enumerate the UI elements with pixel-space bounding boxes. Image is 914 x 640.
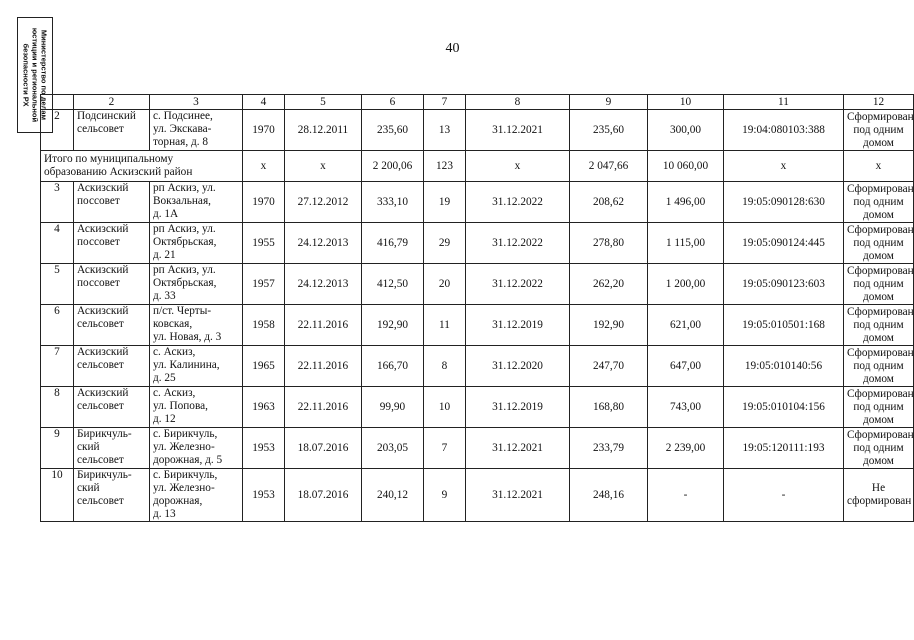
- cell-line: с. Аскиз,: [153, 387, 196, 399]
- year-cell: 1970: [243, 182, 285, 223]
- deadline-cell: 31.12.2020: [466, 346, 570, 387]
- cell-line: домом: [863, 331, 894, 344]
- year-cell: 1970: [243, 110, 285, 151]
- cell-line: ул. Железно-: [153, 441, 215, 453]
- header-cell: 6: [362, 95, 424, 110]
- area-cell: 203,05: [362, 428, 424, 469]
- header-cell-1: [41, 95, 74, 110]
- cell-line: Сформирован: [847, 346, 914, 359]
- land-area-cell: 647,00: [648, 346, 724, 387]
- area-cell: 412,50: [362, 264, 424, 305]
- header-cell: 8: [466, 95, 570, 110]
- cell-line: Вокзальная,: [153, 195, 211, 207]
- column-number-row: [41, 95, 914, 110]
- cell-line: дорожная,: [153, 495, 203, 507]
- cell-line: Сформирован: [847, 223, 914, 236]
- header-cell: 11: [724, 95, 844, 110]
- row-number: 3: [41, 182, 74, 223]
- cell-line: под одним: [853, 195, 904, 208]
- address-cell: [150, 182, 243, 223]
- area-cell: 235,60: [362, 110, 424, 151]
- settlement-cell: [74, 387, 150, 428]
- area2-cell: 233,79: [570, 428, 648, 469]
- cell-line: ул. Железно-: [153, 482, 215, 494]
- recognized-cell: 22.11.2016: [285, 387, 362, 428]
- cell-line: Сформирован: [847, 428, 914, 441]
- land-area-cell: 621,00: [648, 305, 724, 346]
- cell-line: с. Подсинее,: [153, 110, 213, 122]
- address-cell: [150, 110, 243, 151]
- deadline-cell: 31.12.2022: [466, 223, 570, 264]
- header-cell: 2: [74, 95, 150, 110]
- cell-line: домом: [863, 413, 894, 426]
- cell-line: с. Бирикчуль,: [153, 428, 218, 440]
- address-cell: [150, 264, 243, 305]
- status-cell: [844, 387, 914, 428]
- cadastral-cell: 19:05:090124:445: [724, 223, 844, 264]
- cell-line: сельсовет: [77, 454, 124, 466]
- area2-cell: 262,20: [570, 264, 648, 305]
- cell-line: ский: [77, 441, 100, 453]
- row-number: 8: [41, 387, 74, 428]
- cell-line: Аскизский: [77, 305, 129, 317]
- land-area-cell: 743,00: [648, 387, 724, 428]
- table-row: [41, 387, 914, 428]
- total-row: [41, 151, 914, 182]
- table-row: [41, 264, 914, 305]
- settlement-cell: [74, 182, 150, 223]
- deadline-cell: 31.12.2021: [466, 428, 570, 469]
- cell-line: сельсовет: [77, 400, 124, 412]
- cell-line: поссовет: [77, 277, 120, 289]
- status-cell: [844, 264, 914, 305]
- cadastral-cell: 19:05:010501:168: [724, 305, 844, 346]
- land-area-cell: 1 200,00: [648, 264, 724, 305]
- deadline-cell: 31.12.2022: [466, 264, 570, 305]
- residents-cell: 11: [424, 305, 466, 346]
- settlement-cell: [74, 264, 150, 305]
- address-cell: [150, 469, 243, 522]
- header-cell: 5: [285, 95, 362, 110]
- area-cell: 240,12: [362, 469, 424, 522]
- cell-line: д. 33: [153, 290, 176, 302]
- status-cell: [844, 305, 914, 346]
- residents-cell: 10: [424, 387, 466, 428]
- deadline-cell: 31.12.2019: [466, 387, 570, 428]
- residents-cell: 7: [424, 428, 466, 469]
- total-area2: 2 047,66: [570, 151, 648, 182]
- cell-line: под одним: [853, 236, 904, 249]
- table-row: [41, 110, 914, 151]
- cell-line: под одним: [853, 318, 904, 331]
- cadastral-cell: -: [724, 469, 844, 522]
- cell-line: под одним: [853, 359, 904, 372]
- header-cell: 10: [648, 95, 724, 110]
- recognized-cell: 24.12.2013: [285, 223, 362, 264]
- cadastral-cell: 19:05:010104:156: [724, 387, 844, 428]
- header-cell: 3: [150, 95, 243, 110]
- total-year: х: [243, 151, 285, 182]
- cell-line: домом: [863, 454, 894, 467]
- settlement-cell: [74, 346, 150, 387]
- cell-line: Сформирован: [847, 264, 914, 277]
- header-cell: 4: [243, 95, 285, 110]
- cell-line: рп Аскиз, ул.: [153, 182, 216, 194]
- area2-cell: 208,62: [570, 182, 648, 223]
- cell-line: ул. Экскава-: [153, 123, 212, 135]
- cell-line: д. 25: [153, 372, 176, 384]
- header-cell: 12: [844, 95, 914, 110]
- cell-line: Сформирован: [847, 110, 914, 123]
- deadline-cell: 31.12.2022: [466, 182, 570, 223]
- status-cell: [844, 428, 914, 469]
- cell-line: сельсовет: [77, 318, 124, 330]
- total-land-area: 10 060,00: [648, 151, 724, 182]
- total-status: х: [844, 151, 914, 182]
- year-cell: 1953: [243, 469, 285, 522]
- area-cell: 99,90: [362, 387, 424, 428]
- area-cell: 166,70: [362, 346, 424, 387]
- cell-line: с. Бирикчуль,: [153, 469, 218, 481]
- cadastral-cell: 19:05:120111:193: [724, 428, 844, 469]
- cell-line: Итого по муниципальному: [44, 153, 174, 165]
- recognized-cell: 28.12.2011: [285, 110, 362, 151]
- address-cell: [150, 223, 243, 264]
- table-row: [41, 428, 914, 469]
- row-number: 2: [41, 110, 74, 151]
- table-row: [41, 182, 914, 223]
- year-cell: 1965: [243, 346, 285, 387]
- cell-line: ул. Калинина,: [153, 359, 220, 371]
- cadastral-cell: 19:05:010140:56: [724, 346, 844, 387]
- year-cell: 1957: [243, 264, 285, 305]
- recognized-cell: 22.11.2016: [285, 305, 362, 346]
- year-cell: 1958: [243, 305, 285, 346]
- deadline-cell: 31.12.2021: [466, 469, 570, 522]
- cell-line: домом: [863, 372, 894, 385]
- land-area-cell: 300,00: [648, 110, 724, 151]
- table-row: [41, 346, 914, 387]
- status-cell: [844, 110, 914, 151]
- residents-cell: 9: [424, 469, 466, 522]
- total-cadastral: х: [724, 151, 844, 182]
- cell-line: Аскизский: [77, 182, 129, 194]
- settlement-cell: [74, 110, 150, 151]
- address-cell: [150, 346, 243, 387]
- cell-line: с. Аскиз,: [153, 346, 196, 358]
- cell-line: сельсовет: [77, 495, 124, 507]
- residents-cell: 8: [424, 346, 466, 387]
- residents-cell: 19: [424, 182, 466, 223]
- cell-line: домом: [863, 290, 894, 303]
- recognized-cell: 22.11.2016: [285, 346, 362, 387]
- row-number: 7: [41, 346, 74, 387]
- area-cell: 416,79: [362, 223, 424, 264]
- page-number: 40: [445, 41, 460, 56]
- settlement-cell: [74, 428, 150, 469]
- cell-line: Октябрьская,: [153, 277, 217, 289]
- deadline-cell: 31.12.2019: [466, 305, 570, 346]
- housing-register-table: [40, 94, 914, 522]
- cell-line: под одним: [853, 400, 904, 413]
- row-number: 6: [41, 305, 74, 346]
- cell-line: ский: [77, 482, 100, 494]
- table-row: [41, 469, 914, 522]
- area2-cell: 192,90: [570, 305, 648, 346]
- area2-cell: 278,80: [570, 223, 648, 264]
- cell-line: Аскизский: [77, 387, 129, 399]
- status-cell: [844, 223, 914, 264]
- total-area: 2 200,06: [362, 151, 424, 182]
- residents-cell: 29: [424, 223, 466, 264]
- cadastral-cell: 19:05:090123:603: [724, 264, 844, 305]
- cell-line: Сформирован: [847, 387, 914, 400]
- cell-line: Не: [871, 482, 886, 494]
- cell-line: Бирикчуль-: [77, 469, 132, 481]
- address-cell: [150, 387, 243, 428]
- land-area-cell: 2 239,00: [648, 428, 724, 469]
- address-cell: [150, 428, 243, 469]
- area2-cell: 248,16: [570, 469, 648, 522]
- cell-line: сельсовет: [77, 359, 124, 371]
- row-number: 9: [41, 428, 74, 469]
- settlement-cell: [74, 469, 150, 522]
- cell-line: торная, д. 8: [153, 136, 209, 148]
- year-cell: 1955: [243, 223, 285, 264]
- row-number: 5: [41, 264, 74, 305]
- cadastral-cell: 19:04:080103:388: [724, 110, 844, 151]
- cell-line: Сформирован: [847, 182, 914, 195]
- table-row: [41, 223, 914, 264]
- row-number: 4: [41, 223, 74, 264]
- land-area-cell: 1 115,00: [648, 223, 724, 264]
- total-label: [41, 151, 243, 182]
- cell-line: рп Аскиз, ул.: [153, 223, 216, 235]
- cell-line: Аскизский: [77, 264, 129, 276]
- deadline-cell: 31.12.2021: [466, 110, 570, 151]
- row-number: 10: [41, 469, 74, 522]
- year-cell: 1963: [243, 387, 285, 428]
- status-cell: [844, 469, 914, 522]
- cell-line: домом: [863, 136, 894, 149]
- header-cell: 9: [570, 95, 648, 110]
- cell-line: поссовет: [77, 195, 120, 207]
- cell-line: Октябрьская,: [153, 236, 217, 248]
- land-area-cell: 1 496,00: [648, 182, 724, 223]
- address-cell: [150, 305, 243, 346]
- status-cell: [844, 346, 914, 387]
- total-deadline: х: [466, 151, 570, 182]
- header-cell: 7: [424, 95, 466, 110]
- total-recognized: х: [285, 151, 362, 182]
- cell-line: д. 1А: [153, 208, 179, 220]
- cell-line: дорожная, д. 5: [153, 454, 223, 466]
- year-cell: 1953: [243, 428, 285, 469]
- cadastral-cell: 19:05:090128:630: [724, 182, 844, 223]
- cell-line: домом: [863, 249, 894, 262]
- total-residents: 123: [424, 151, 466, 182]
- cell-line: ковская,: [153, 318, 193, 330]
- cell-line: п/ст. Черты-: [153, 305, 212, 317]
- cell-line: д. 13: [153, 508, 176, 520]
- land-area-cell: -: [648, 469, 724, 522]
- area-cell: 333,10: [362, 182, 424, 223]
- cell-line: ул. Новая, д. 3: [153, 331, 222, 343]
- cell-line: Аскизский: [77, 223, 129, 235]
- cell-line: под одним: [853, 123, 904, 136]
- cell-line: Аскизский: [77, 346, 129, 358]
- settlement-cell: [74, 223, 150, 264]
- area2-cell: 168,80: [570, 387, 648, 428]
- cell-line: под одним: [853, 277, 904, 290]
- cell-line: ул. Попова,: [153, 400, 208, 412]
- residents-cell: 13: [424, 110, 466, 151]
- cell-line: д. 12: [153, 413, 176, 425]
- cell-line: д. 21: [153, 249, 176, 261]
- recognized-cell: 18.07.2016: [285, 469, 362, 522]
- settlement-cell: [74, 305, 150, 346]
- recognized-cell: 18.07.2016: [285, 428, 362, 469]
- cell-line: образованию Аскизский район: [44, 166, 193, 178]
- area-cell: 192,90: [362, 305, 424, 346]
- area2-cell: 247,70: [570, 346, 648, 387]
- cell-line: поссовет: [77, 236, 120, 248]
- cell-line: сформирован: [847, 495, 912, 507]
- area2-cell: 235,60: [570, 110, 648, 151]
- table-row: [41, 305, 914, 346]
- recognized-cell: 27.12.2012: [285, 182, 362, 223]
- residents-cell: 20: [424, 264, 466, 305]
- cell-line: домом: [863, 208, 894, 221]
- status-cell: [844, 182, 914, 223]
- cell-line: под одним: [853, 441, 904, 454]
- cell-line: сельсовет: [77, 123, 124, 135]
- cell-line: Сформирован: [847, 305, 914, 318]
- recognized-cell: 24.12.2013: [285, 264, 362, 305]
- cell-line: Бирикчуль-: [77, 428, 132, 440]
- cell-line: Подсинский: [77, 110, 136, 122]
- cell-line: рп Аскиз, ул.: [153, 264, 216, 276]
- stamp-text: Министерство по делам юстиции и региональной безопасности РХ: [21, 27, 49, 123]
